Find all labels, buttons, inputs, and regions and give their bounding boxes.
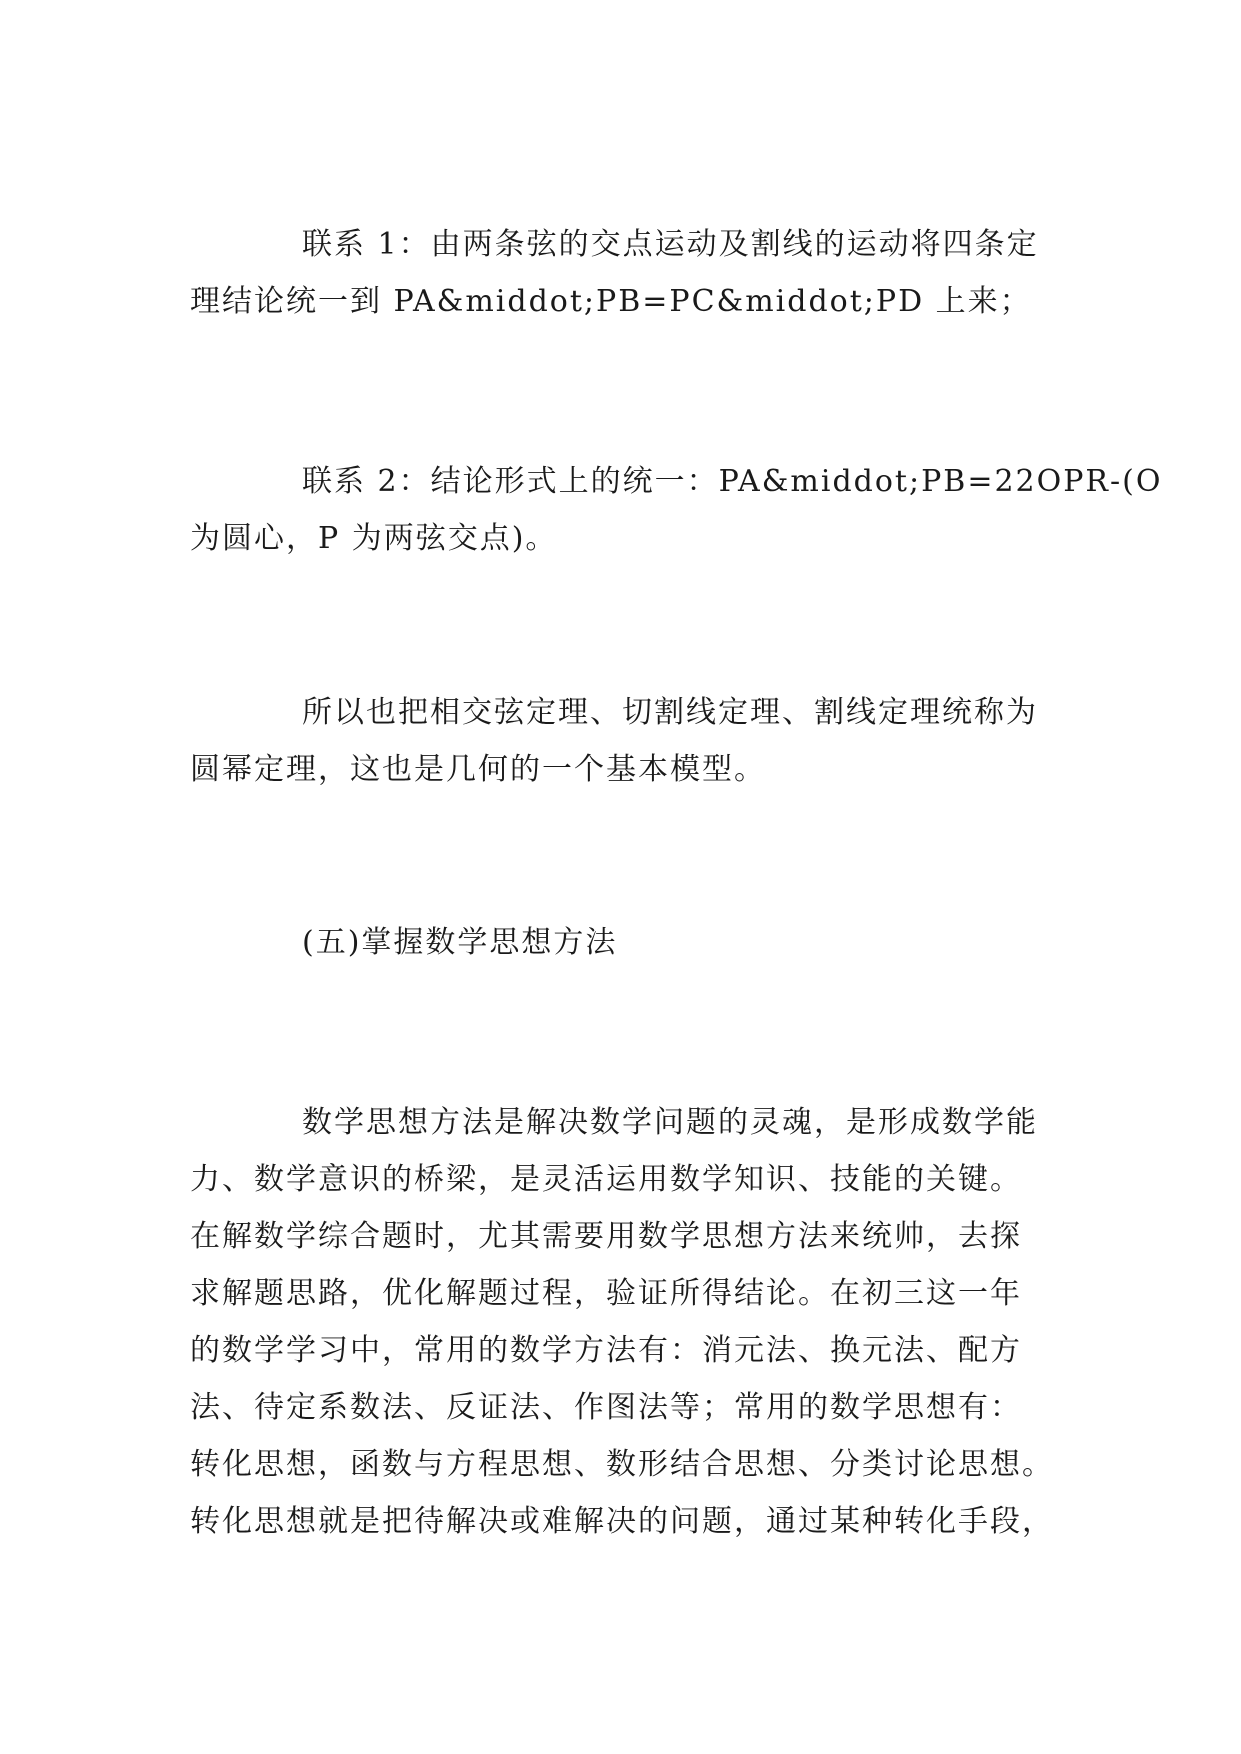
text-line: 圆幂定理，这也是几何的一个基本模型。 <box>190 752 766 787</box>
paragraph-link-1 <box>190 216 1060 330</box>
section-heading <box>190 914 1060 971</box>
text-line: 法、待定系数法、反证法、作图法等；常用的数学思想有： <box>190 1390 1022 1425</box>
text-line: 联系 1：由两条弦的交点运动及割线的运动将四条定 <box>302 227 1039 262</box>
paragraph-link-2 <box>190 453 1163 567</box>
paragraph-circle-power-theorem <box>190 684 1060 798</box>
text-line: 力、数学意识的桥梁，是灵活运用数学知识、技能的关键。 <box>190 1162 1022 1197</box>
text-line: 在解数学综合题时，尤其需要用数学思想方法来统帅，去探 <box>190 1219 1022 1254</box>
text-line: 为圆心，P 为两弦交点)。 <box>190 521 558 556</box>
text-line: 转化思想就是把待解决或难解决的问题，通过某种转化手段， <box>190 1504 1054 1539</box>
text-line: 联系 2：结论形式上的统一：PA&middot;PB=22OPR-(O <box>302 464 1163 499</box>
text-line: 所以也把相交弦定理、切割线定理、割线定理统称为 <box>302 695 1038 730</box>
paragraph-math-thinking-methods <box>190 1094 1060 1550</box>
text-line: 求解题思路，优化解题过程，验证所得结论。在初三这一年 <box>190 1276 1022 1311</box>
heading-text: (五)掌握数学思想方法 <box>302 925 618 960</box>
text-line: 理结论统一到 PA&middot;PB=PC&middot;PD 上来； <box>190 284 1032 319</box>
text-line: 转化思想，函数与方程思想、数形结合思想、分类讨论思想。 <box>190 1447 1054 1482</box>
text-line: 数学思想方法是解决数学问题的灵魂，是形成数学能 <box>302 1105 1038 1140</box>
text-line: 的数学学习中，常用的数学方法有：消元法、换元法、配方 <box>190 1333 1022 1368</box>
